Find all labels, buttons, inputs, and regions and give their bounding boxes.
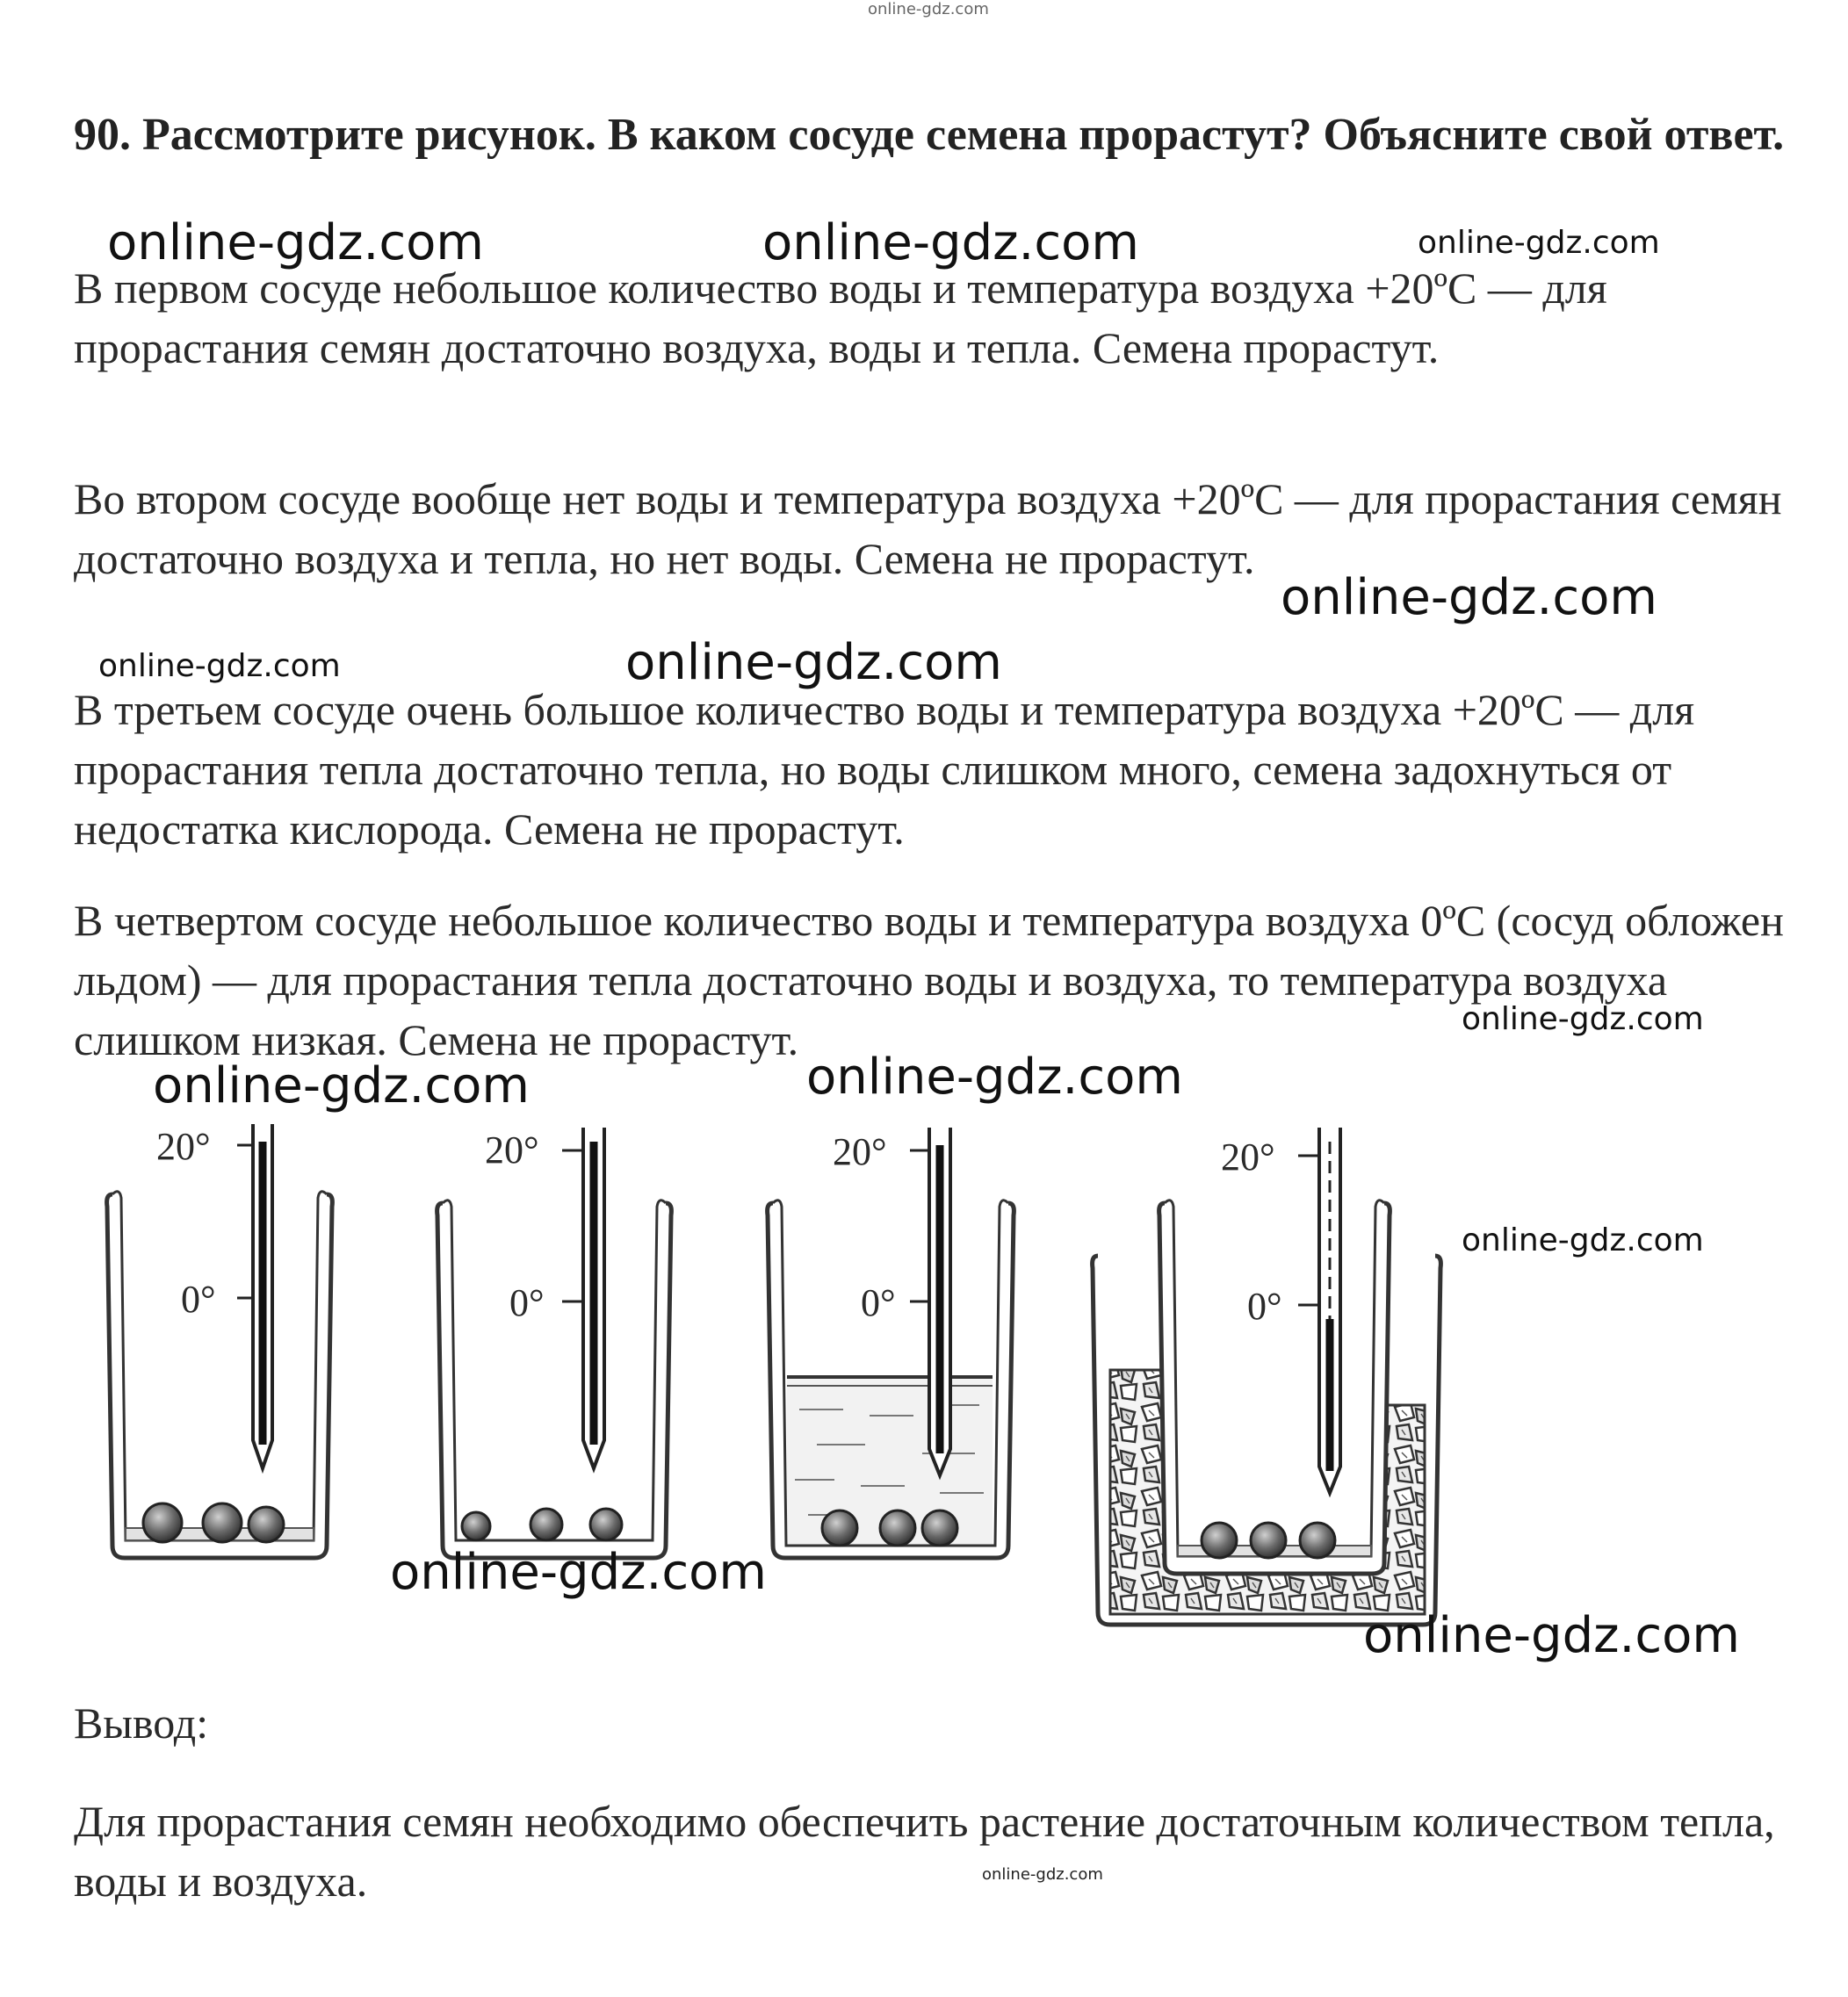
thermometer (156, 1124, 272, 1468)
seed (1202, 1523, 1237, 1558)
vessel-1 (107, 1124, 333, 1558)
watermark: online-gdz.com (390, 1544, 767, 1601)
vessel-4 (1093, 1128, 1441, 1625)
conclusion-label: Вывод: (74, 1698, 209, 1748)
watermark: online-gdz.com (982, 1865, 1103, 1884)
seed (531, 1509, 562, 1540)
seed (462, 1512, 490, 1540)
paragraph-vessel-3: В третьем сосуде очень большое количество воды и температура воздуха +20ºC — для прорастания тепла достаточно тепла, но воды слишком много, семена задохнуться от недостатка кислорода. Семена не прорастут. (74, 685, 1695, 854)
thermometer (485, 1128, 604, 1468)
watermark: online-gdz.com (1418, 225, 1660, 261)
seed (1251, 1523, 1286, 1558)
vessel-2 (437, 1128, 672, 1558)
paragraph-vessel-4: В четвертом сосуде небольшое количество воды и температура воздуха 0ºC (сосуд обложен льдом) — для прорастания тепла достаточно воды и воздуха, то температура воздуха слишком низкая. Семена не прорастут. (74, 896, 1784, 1064)
seed (922, 1510, 957, 1546)
thermometer-label-0: 0° (1247, 1285, 1282, 1328)
seed-experiment-figure (0, 1107, 1848, 1669)
thermometer-label-20: 20° (485, 1128, 539, 1172)
watermark: online-gdz.com (153, 1057, 530, 1114)
seed (590, 1509, 622, 1540)
watermark: online-gdz.com (1462, 1001, 1704, 1037)
thermometer-label-0: 0° (181, 1278, 216, 1321)
watermark: online-gdz.com (762, 214, 1139, 271)
thermometer-label-20: 20° (1221, 1135, 1275, 1179)
watermark: online-gdz.com (1462, 1222, 1704, 1258)
seed (1300, 1523, 1335, 1558)
conclusion-text: Для прорастания семян необходимо обеспечить растение достаточным количеством тепла, воды и воздуха. (74, 1797, 1775, 1906)
thermometer-label-0: 0° (509, 1281, 545, 1324)
watermark: online-gdz.com (98, 648, 341, 684)
seed (249, 1507, 284, 1542)
watermark: online-gdz.com (806, 1049, 1183, 1106)
task-title: 90. Рассмотрите рисунок. В каком сосуде семена прорастут? Объясните свой ответ. (74, 110, 1785, 160)
thermometer-label-20: 20° (156, 1125, 211, 1168)
thermometer-label-20: 20° (833, 1130, 887, 1173)
paragraph-vessel-2: Во втором сосуде вообще нет воды и температура воздуха +20ºC — для прорастания семян достаточно воздуха и тепла, но нет воды. Семена не прорастут. (74, 474, 1782, 583)
seed (822, 1510, 857, 1546)
watermark: online-gdz.com (107, 214, 484, 271)
watermark-header: online-gdz.com (868, 0, 989, 18)
watermark: online-gdz.com (1363, 1607, 1740, 1664)
seed (143, 1503, 182, 1542)
vessel-3 (768, 1128, 1014, 1558)
seed (880, 1510, 915, 1546)
thermometer-label-0: 0° (861, 1281, 896, 1324)
watermark: online-gdz.com (625, 634, 1002, 691)
seed (203, 1503, 242, 1542)
watermark: online-gdz.com (1281, 569, 1657, 626)
paragraph-vessel-1: В первом сосуде небольшое количество воды и температура воздуха +20ºC — для прорастания семян достаточно воздуха, воды и тепла. Семена прорастут. (74, 263, 1607, 372)
